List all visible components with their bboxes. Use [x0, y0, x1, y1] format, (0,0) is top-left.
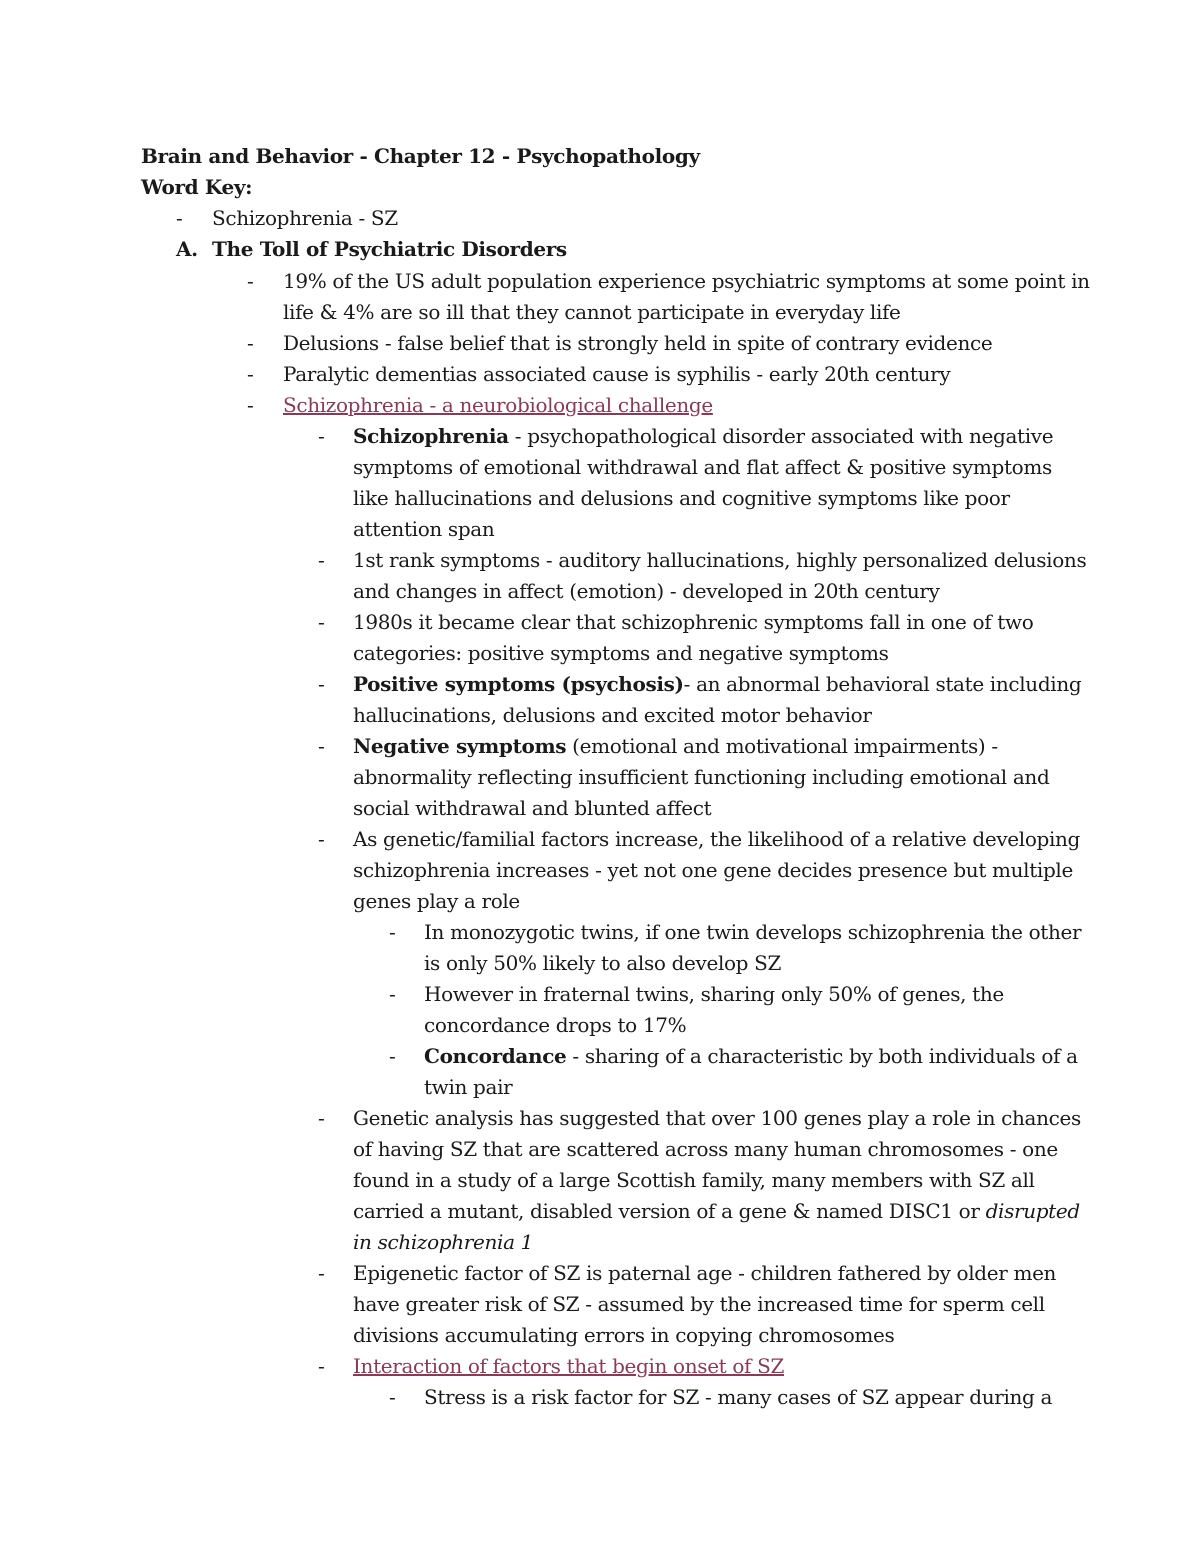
list-item-text: schizophrenia increases - yet not one gene decides presence but multiple — [353, 858, 1073, 882]
bullet-dash: - — [247, 362, 254, 386]
list-item-text: found in a study of a large Scottish family, many members with SZ all — [353, 1168, 1035, 1192]
bullet-dash: - — [389, 1385, 396, 1409]
list-item-text: Stress is a risk factor for SZ - many cases of SZ appear during a — [424, 1385, 1053, 1409]
term-schizophrenia: Schizophrenia — [353, 424, 509, 448]
list-item-text — [353, 731, 998, 762]
list-item-text: symptoms of emotional withdrawal and flat affect & positive symptoms — [353, 455, 1052, 479]
section-marker: A. — [176, 237, 198, 261]
bullet-dash: - — [318, 1354, 325, 1378]
bullet-dash: - — [389, 982, 396, 1006]
list-item-text: attention span — [353, 517, 495, 541]
list-item-text: 19% of the US adult population experience psychiatric symptoms at some point in — [283, 269, 1090, 293]
list-item-text: twin pair — [424, 1075, 513, 1099]
term-negative-symptoms: Negative symptoms — [353, 734, 567, 758]
list-item-text: have greater risk of SZ - assumed by the increased time for sperm cell — [353, 1292, 1045, 1316]
term-definition: - sharing of a characteristic by both individuals of a — [566, 1044, 1078, 1068]
list-item-text: of having SZ that are scattered across many human chromosomes - one — [353, 1137, 1058, 1161]
list-item-text: genes play a role — [353, 889, 520, 913]
bullet-dash: - — [318, 734, 325, 758]
list-item-text: 1980s it became clear that schizophrenic symptoms fall in one of two — [353, 610, 1034, 634]
word-key-text: Word Key: — [141, 175, 253, 199]
section-heading-text: The Toll of Psychiatric Disorders — [212, 237, 567, 261]
list-item-text: is only 50% likely to also develop SZ — [424, 951, 782, 975]
bullet-dash: - — [318, 672, 325, 696]
list-item-text: concordance drops to 17% — [424, 1013, 687, 1037]
list-item-text: In monozygotic twins, if one twin develops schizophrenia the other — [424, 920, 1082, 944]
list-item-text: and changes in affect (emotion) - developed in 20th century — [353, 579, 940, 603]
list-item-text: However in fraternal twins, sharing only 50% of genes, the — [424, 982, 1004, 1006]
bullet-dash: - — [318, 548, 325, 572]
list-item-text: abnormality reflecting insufficient functioning including emotional and — [353, 765, 1050, 789]
list-item-text: like hallucinations and delusions and cognitive symptoms like poor — [353, 486, 1010, 510]
term-positive-symptoms: Positive symptoms (psychosis) — [353, 672, 684, 696]
term-definition: - an abnormal behavioral state including — [683, 672, 1082, 696]
list-item-text: Delusions - false belief that is strongly held in spite of contrary evidence — [283, 331, 993, 355]
list-item-text: social withdrawal and blunted affect — [353, 796, 712, 820]
bullet-dash: - — [389, 1044, 396, 1068]
bullet-dash: - — [318, 424, 325, 448]
schizophrenia-challenge-link[interactable]: Schizophrenia - a neurobiological challenge — [283, 393, 713, 417]
bullet-dash: - — [247, 269, 254, 293]
title-text: Brain and Behavior - Chapter 12 - Psychopathology — [141, 144, 700, 168]
bullet-dash: - — [318, 1261, 325, 1285]
interaction-factors-link[interactable]: Interaction of factors that begin onset of SZ — [353, 1354, 785, 1378]
list-item-text: categories: positive symptoms and negative symptoms — [353, 641, 889, 665]
bullet-dash: - — [318, 827, 325, 851]
disc1-italic: disrupted — [985, 1199, 1080, 1223]
list-item-text: life & 4% are so ill that they cannot participate in everyday life — [283, 300, 901, 324]
list-item-text — [424, 1041, 1078, 1072]
bullet-dash: - — [247, 393, 254, 417]
word-key-item-text: Schizophrenia - SZ — [212, 206, 398, 230]
list-item-text: Paralytic dementias associated cause is syphilis - early 20th century — [283, 362, 951, 386]
list-item-text — [353, 1196, 1080, 1227]
list-item-text: 1st rank symptoms - auditory hallucinations, highly personalized delusions — [353, 548, 1087, 572]
list-item-text: divisions accumulating errors in copying chromosomes — [353, 1323, 895, 1347]
bullet-dash: - — [389, 920, 396, 944]
list-item-text — [353, 421, 1053, 452]
term-concordance: Concordance — [424, 1044, 567, 1068]
term-definition: - psychopathological disorder associated with negative — [508, 424, 1054, 448]
list-item-text: Epigenetic factor of SZ is paternal age - children fathered by older men — [353, 1261, 1057, 1285]
list-item-text: hallucinations, delusions and excited motor behavior — [353, 703, 872, 727]
bullet-dash: - — [176, 206, 183, 230]
term-definition: (emotional and motivational impairments) - — [566, 734, 998, 758]
bullet-dash: - — [247, 331, 254, 355]
bullet-dash: - — [318, 610, 325, 634]
bullet-dash: - — [318, 1106, 325, 1130]
list-item-text — [353, 669, 1081, 700]
disc1-italic: in schizophrenia 1 — [353, 1230, 534, 1254]
list-item-text: Genetic analysis has suggested that over 100 genes play a role in chances — [353, 1106, 1081, 1130]
analysis-text: carried a mutant, disabled version of a gene & named DISC1 or — [353, 1199, 986, 1223]
list-item-text: As genetic/familial factors increase, the likelihood of a relative developing — [353, 827, 1080, 851]
